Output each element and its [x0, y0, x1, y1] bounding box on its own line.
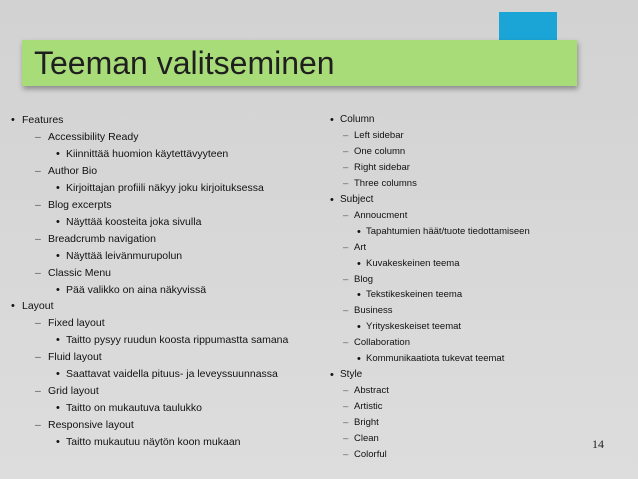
dash-bullet-icon: – — [35, 232, 41, 245]
left_column-item-text: Taitto pysyy ruudun koosta rippumastta samana — [66, 334, 289, 347]
bullet-icon: • — [357, 289, 361, 302]
left_column-item-text: Taitto mukautuu näytön koon mukaan — [66, 436, 241, 449]
dash-bullet-icon: – — [343, 129, 349, 141]
dash-bullet-icon: – — [343, 401, 349, 413]
dash-bullet-icon: – — [35, 419, 41, 432]
left_column-item-text: Layout — [22, 300, 54, 313]
bullet-icon: • — [56, 334, 60, 347]
bullet-icon: • — [56, 368, 60, 381]
left_column-item-14 — [56, 334, 289, 347]
left_column-item-text: Taitto on mukautuva taulukko — [66, 402, 202, 415]
bullet-icon: • — [56, 436, 60, 449]
bullet-icon: • — [11, 300, 15, 313]
right_column-item-text: Bright — [354, 417, 379, 429]
left_column-item-text: Features — [22, 114, 64, 126]
left_column-item-text: Classic Menu — [48, 266, 112, 279]
right_column-item-14 — [357, 321, 462, 334]
left_column-item-text: Responsive layout — [48, 419, 134, 432]
dash-bullet-icon: – — [343, 433, 349, 444]
right_column-item-text: Kommunikaatiota tukevat teemat — [366, 353, 505, 365]
right_column-item-18 — [343, 385, 389, 397]
left_column-item-text: Kiinnittää huomion käytettävyyteen — [66, 147, 229, 160]
dash-bullet-icon: – — [343, 145, 349, 157]
bullet-icon: • — [56, 181, 60, 194]
right_column-item-text: Yrityskeskeiset teemat — [366, 321, 462, 333]
title-bar — [22, 40, 577, 86]
left_column-item-16 — [56, 368, 278, 381]
left_column-item-text: Blog excerpts — [48, 198, 112, 211]
dash-bullet-icon: – — [343, 273, 349, 285]
right_column-item-text: Clean — [354, 433, 379, 444]
right_column-item-4 — [343, 161, 410, 173]
right_column-item-text: Right sidebar — [354, 161, 410, 173]
bullet-icon: • — [330, 114, 334, 126]
dash-bullet-icon: – — [343, 385, 349, 397]
right_column-item-13 — [343, 305, 393, 317]
right_column-item-2 — [343, 129, 404, 141]
right_column-item-text: Business — [354, 305, 393, 317]
right_column-item-1 — [330, 114, 375, 126]
left_column-item-17 — [35, 385, 99, 398]
left_column-item-2 — [35, 130, 139, 143]
right_column-item-text: Column — [340, 114, 375, 125]
right_column-item-text: One column — [354, 145, 406, 157]
left_column-item-3 — [56, 147, 229, 160]
left_column-item-8 — [35, 232, 156, 245]
dash-bullet-icon: – — [343, 209, 349, 221]
right_column-item-text: Art — [354, 241, 367, 253]
right_column-item-22 — [343, 448, 387, 460]
left_column-item-text: Breadcrumb navigation — [48, 232, 156, 245]
dash-bullet-icon: – — [343, 448, 349, 460]
right_column-item-20 — [343, 417, 379, 429]
slide-title: Teeman valitseminen — [34, 45, 335, 81]
right_column-item-16 — [357, 353, 505, 366]
left_column-item-18 — [56, 402, 202, 415]
bullet-icon: • — [56, 402, 60, 415]
left_column-item-text: Näyttää leivänmurupolun — [66, 249, 183, 262]
bullet-icon: • — [357, 225, 361, 238]
left_column-item-10 — [35, 266, 112, 279]
right_column-item-text: Colorful — [354, 448, 387, 460]
bullet-icon: • — [330, 193, 334, 206]
dash-bullet-icon: – — [343, 241, 349, 253]
left_column-item-text: Fixed layout — [48, 317, 105, 330]
right_column-item-text: Artistic — [354, 401, 383, 413]
left_column-item-text: Fluid layout — [48, 351, 102, 364]
right_column-item-text: Style — [340, 369, 363, 381]
bullet-icon: • — [56, 147, 60, 160]
bullet-icon: • — [330, 369, 334, 382]
left_column-item-text: Kirjoittajan profiili näkyy joku kirjoituksessa — [66, 181, 264, 194]
left_column-item-text: Näyttää koosteita joka sivulla — [66, 215, 202, 228]
left_column-item-13 — [35, 317, 105, 330]
left_column-item-11 — [56, 283, 207, 296]
right_column-item-text: Abstract — [354, 385, 389, 397]
right_column-item-9 — [343, 241, 367, 253]
right_column-item-17 — [330, 369, 363, 382]
left_column-item-12 — [11, 300, 54, 313]
dash-bullet-icon: – — [35, 198, 41, 211]
right_column-item-11 — [343, 273, 374, 285]
dash-bullet-icon: – — [343, 177, 349, 189]
right_column-item-text: Left sidebar — [354, 129, 404, 141]
right_column-item-text: Blog — [354, 273, 374, 285]
left_column-item-4 — [35, 164, 98, 177]
right_column-item-text: Subject — [340, 193, 374, 205]
left_column-item-text: Grid layout — [48, 385, 99, 398]
right_column-item-text: Annoucment — [354, 209, 408, 221]
dash-bullet-icon: – — [343, 337, 349, 349]
left_column-item-7 — [56, 215, 202, 228]
left_column-item-19 — [35, 419, 134, 432]
left_column-item-6 — [35, 198, 112, 211]
bullet-icon: • — [357, 321, 361, 334]
left_column-item-1 — [11, 114, 64, 126]
right_column-item-3 — [343, 145, 406, 157]
dash-bullet-icon: – — [35, 164, 41, 177]
dash-bullet-icon: – — [35, 266, 41, 279]
left_column-item-5 — [56, 181, 264, 194]
right_column-item-text: Three columns — [354, 177, 417, 189]
bullet-icon: • — [357, 353, 361, 366]
right_column-item-8 — [357, 225, 530, 238]
bullet-icon: • — [56, 215, 60, 228]
right_column-item-6 — [330, 193, 374, 206]
right_column-item-text: Kuvakeskeinen teema — [366, 257, 460, 269]
dash-bullet-icon: – — [343, 161, 349, 173]
right_column-item-text: Collaboration — [354, 337, 410, 349]
left_column-item-15 — [35, 351, 102, 364]
bullet-icon: • — [11, 114, 15, 126]
right_column-item-15 — [343, 337, 410, 349]
dash-bullet-icon: – — [343, 417, 349, 429]
right_column-item-text: Tekstikeskeinen teema — [366, 289, 463, 301]
left_column-item-text: Pää valikko on aina näkyvissä — [66, 283, 207, 296]
dash-bullet-icon: – — [35, 130, 41, 143]
left_column-item-9 — [56, 249, 183, 262]
right_column-item-10 — [357, 257, 460, 270]
dash-bullet-icon: – — [343, 305, 349, 317]
left_column-item-20 — [56, 436, 241, 449]
right_column-item-21 — [343, 433, 379, 444]
bullet-icon: • — [56, 283, 60, 296]
left_column-item-text: Saattavat vaidella pituus- ja leveyssuunnassa — [66, 368, 278, 381]
left_column-item-text: Author Bio — [48, 164, 98, 177]
left_column-item-text: Accessibility Ready — [48, 130, 139, 143]
right_column-item-7 — [343, 209, 408, 221]
right_column-item-19 — [343, 401, 383, 413]
dash-bullet-icon: – — [35, 351, 41, 364]
right_column-item-5 — [343, 177, 417, 189]
bullet-icon: • — [357, 257, 361, 270]
page-number: 14 — [592, 437, 604, 451]
right_column-item-text: Tapahtumien häät/tuote tiedottamiseen — [366, 225, 530, 237]
bullet-icon: • — [56, 249, 60, 262]
right_column-item-12 — [357, 289, 463, 302]
dash-bullet-icon: – — [35, 385, 41, 398]
dash-bullet-icon: – — [35, 317, 41, 330]
